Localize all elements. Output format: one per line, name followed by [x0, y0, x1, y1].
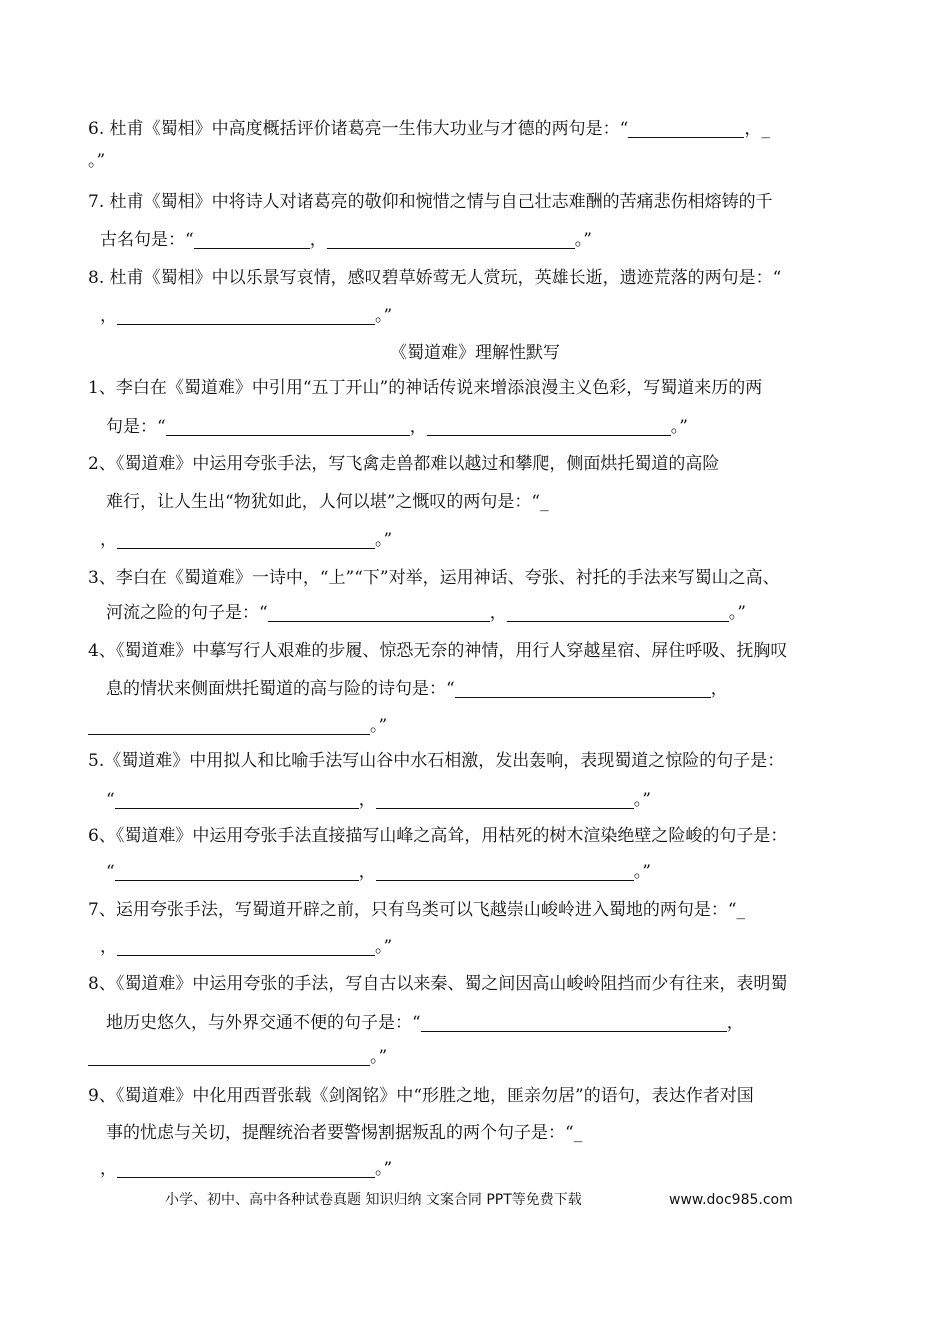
answer-blank[interactable]	[117, 937, 375, 956]
answer-blank[interactable]	[455, 679, 711, 698]
question-9: 9、《蜀道难》中化用西晋张载《剑阁铭》中“形胜之地，匪亲勿居”的语句，表达作者对国	[88, 1086, 754, 1106]
answer-blank[interactable]	[115, 862, 359, 881]
answer-blank[interactable]	[166, 417, 410, 436]
question-prev-7: 7. 杜甫《蜀相》中将诗人对诸葛亮的敬仰和惋惜之情与自己壮志难酬的苦痛悲伤相熔铸的千	[88, 192, 773, 212]
question-6-cont: “ ， 。”	[106, 862, 651, 882]
question-1: 1、李白在《蜀道难》中引用“五丁开山”的神话传说来增添浪漫主义色彩，写蜀道来历的两	[88, 378, 763, 398]
footer-link[interactable]: www.doc985.com	[669, 1192, 793, 1208]
question-9-answer: ， 。”	[100, 1159, 393, 1179]
question-7-answer: ， 。”	[100, 937, 393, 957]
question-2: 2、《蜀道难》中运用夸张手法，写飞禽走兽都难以越过和攀爬，侧面烘托蜀道的高险	[88, 454, 720, 474]
answer-blank[interactable]	[421, 1013, 727, 1032]
question-1-cont: 句是：“ ， 。”	[106, 417, 688, 437]
question-prev-7-cont: 古名句是：“ ， 。”	[100, 230, 592, 250]
question-4: 4、《蜀道难》中摹写行人艰难的步履、惊恐无奈的神情，用行人穿越星宿、屏住呼吸、抚胸叹	[88, 641, 788, 661]
answer-blank[interactable]	[115, 790, 359, 809]
question-8: 8、《蜀道难》中运用夸张的手法，写自古以来秦、蜀之间因高山峻岭阻挡而少有往来，表明蜀	[88, 974, 788, 994]
question-5-cont: “ ， 。”	[106, 790, 651, 810]
question-prev-8-cont: ， 。”	[100, 306, 393, 326]
footer-text: 小学、初中、高中各种试卷真题 知识归纳 文案合同 PPT等免费下载	[165, 1192, 582, 1208]
question-4-cont: 息的情状来侧面烘托蜀道的高与险的诗句是：“ ，	[106, 679, 728, 699]
question-9-cont: 事的忧虑与关切，提醒统治者要警惕割据叛乱的两个句子是：“_	[106, 1123, 583, 1143]
answer-blank[interactable]	[327, 230, 575, 249]
question-8-answer: 。”	[88, 1045, 387, 1069]
answer-blank[interactable]	[117, 530, 375, 549]
question-prev-6: 6. 杜甫《蜀相》中高度概括评价诸葛亮一生伟大功业与才德的两句是：“ ，_	[88, 119, 770, 139]
answer-blank[interactable]	[507, 603, 729, 622]
answer-blank[interactable]	[628, 119, 744, 138]
question-2-cont: 难行，让人生出“物犹如此，人何以堪”之慨叹的两句是：“_	[106, 492, 549, 512]
question-8-cont: 地历史悠久，与外界交通不便的句子是：“ ，	[106, 1013, 744, 1033]
question-2-answer: ， 。”	[100, 530, 393, 550]
answer-blank[interactable]	[194, 230, 310, 249]
question-prev-6-cont: 。”	[88, 151, 106, 171]
answer-blank[interactable]	[117, 306, 375, 325]
question-5: 5.《蜀道难》中用拟人和比喻手法写山谷中水石相激，发出轰响，表现蜀道之惊险的句子是：	[88, 751, 785, 771]
question-prev-8: 8. 杜甫《蜀相》中以乐景写哀情，感叹碧草娇莺无人赏玩，英雄长逝，遗迹荒落的两句是：“	[88, 268, 782, 288]
question-3-cont: 河流之险的句子是：“ ， 。”	[106, 603, 746, 623]
answer-blank[interactable]	[88, 1047, 370, 1066]
answer-blank[interactable]	[427, 417, 671, 436]
question-3: 3、李白在《蜀道难》一诗中，“上”“下”对举，运用神话、夸张、衬托的手法来写蜀山之高、	[88, 568, 780, 588]
answer-blank[interactable]	[376, 790, 634, 809]
question-4-answer: 。”	[88, 714, 387, 738]
section-title: 《蜀道难》理解性默写	[390, 343, 560, 363]
answer-blank[interactable]	[117, 1159, 375, 1178]
question-6: 6、《蜀道难》中运用夸张手法直接描写山峰之高耸，用枯死的树木渲染绝壁之险峻的句子是：	[88, 826, 788, 846]
answer-blank[interactable]	[268, 603, 490, 622]
answer-blank[interactable]	[376, 862, 634, 881]
question-7: 7、运用夸张手法，写蜀道开辟之前，只有鸟类可以飞越崇山峻岭进入蜀地的两句是：“_	[88, 900, 746, 920]
answer-blank[interactable]	[88, 716, 370, 735]
